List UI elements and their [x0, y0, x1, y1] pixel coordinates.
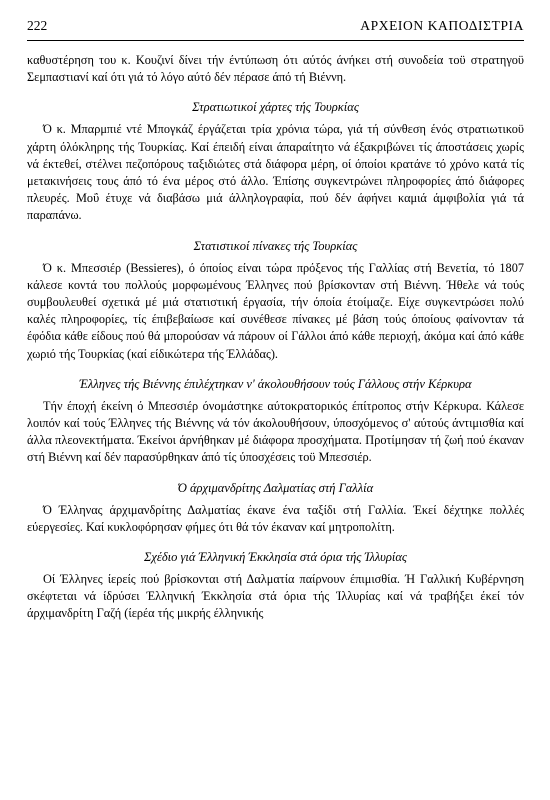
section-title-illyria-church: Σχέδιο γιά Έλληνική Έκκλησία στά όρια τής Ίλλυρίας — [144, 550, 407, 565]
page-number: 222 — [27, 18, 48, 33]
section-paragraph-military-maps: Ό κ. Μπαρμπιέ ντέ Μπογκάζ έργάζεται τρία χρόνια τώρα, γιά τή σύνθεση ένός στρατιωτικοϋ χάρτη όλόκληρης τής Τουρκίας. Καί έπειδή είναι άπαραίτητο νά έξακριβώνει τίς άποστάσεις χωρίς νά έκτεθεί, στέλνει πεζοπόρους ταξιδιώτες στά διάφορα μέρη, οί όποίοι κρατάνε τό χρόνο κατά τίς μετακινήσεις τους άπό τό ένα μέρος στό άλλο. Έπίσης συγκεντρώνει πληροφορίες άπό διάφορες πλευρές. Μοΰ έτυχε νά διαβάσω μιά άλληλογραφία, πού δέν άφήνει καμιά άμφιβολία γιά τά παραπάνω. — [27, 122, 524, 223]
section-title-vienna-greeks: Έλληνες τής Βιέννης έπιλέχτηκαν ν' άκολουθήσουν τούς Γάλλους στήν Κέρκυρα — [79, 376, 472, 391]
document-page — [27, 18, 524, 623]
running-title: ΑΡΧΕΙΟΝ ΚΑΠΟΔΙΣΤΡΙΑ — [360, 18, 524, 33]
section-title-statistical-tables: Στατιστικοί πίνακες τής Τουρκίας — [193, 238, 358, 253]
section-title-military-maps: Στρατιωτικοί χάρτες τής Τουρκίας — [192, 100, 359, 115]
running-header — [27, 18, 524, 41]
section-title-archimandrite: Ό άρχιμανδρίτης Δαλματίας στή Γαλλία — [177, 480, 374, 495]
section-paragraph-statistical-tables: Ό κ. Μπεσσιέρ (Bessieres), ό όποίος είναι τώρα πρόξενος τής Γαλλίας στή Βενετία, τό 1807 κάλεσε κοντά του πολλούς μορφωμένους Έλληνες πού βρίσκονταν στή Βιέννη. Ήθελε νά τούς συμβουλευθεί σχετικά μέ μιά στατιστική έργασία, τήν όποία έτοίμαζε. Είχε συγκεντρώσει πολύ καλές πληροφορίες, τίς έπιβεβαίωσε καί συνέθεσε πίνακες μέ βάση τούς όποίους φαίνονταν τά έφόδια κάθε είδους πού θά μπορούσαν νά πάρουν οί Γάλλοι άπό κάθε περιοχή, άκόμα καί άπό κάθε χωριό τής Τουρκίας (καί είδικώτερα τής Έλλάδας). — [27, 260, 524, 361]
section-paragraph-vienna-greeks: Τήν έποχή έκείνη ό Μπεσσιέρ όνομάστηκε αύτοκρατορικός έπίτροπος στήν Κέρκυρα. Κάλεσε λοιπόν καί τούς Έλληνες τής Βιέννης νά τόν άκολουθήσουν, ύποσχόμενος σ' αύτούς άντιμισθία καί άλλα πλεονεκτήματα. Έκείνοι άρνήθηκαν μέ διάφορα προσχήματα. Προτίμησαν τή ζωή πού έκαναν στή Βιέννη καί δέν παρασύρθηκαν άπό τίς ύποσχέσεις τοϋ Μπεσσιέρ. — [27, 398, 524, 465]
section-paragraph-illyria-church: Οί Έλληνες ίερείς πού βρίσκονται στή Δαλματία παίρνουν έπιμισθία. Ή Γαλλική Κυβέρνηση σκέφτεται νά ίδρύσει Έλληνική Έκκλησία στά όρια τής Ίλλυρίας καί νά τραβήξει έκεί τόν άρχιμανδρίτη Γαζή (ίερέα τής μικρής έλληνικής — [27, 572, 524, 621]
section-paragraph-archimandrite: Ό Έλληνας άρχιμανδρίτης Δαλματίας έκανε ένα ταξίδι στή Γαλλία. Έκεί δέχτηκε πολλές εύεργεσίες. Καί κυκλοφόρησαν φήμες ότι θά τόν έκαναν καί μητροπολίτη. — [27, 502, 524, 534]
opening-paragraph: καθυστέρηση του κ. Κουζινί δίνει τήν έντύπωση ότι αύτός άνήκει στή συνοδεία τοϋ στρατηγοϋ Σεμπαστιανί καί ότι γιά τό λόγο αύτό δέν πέρασε άπό τή Βιέννη. — [27, 53, 524, 85]
